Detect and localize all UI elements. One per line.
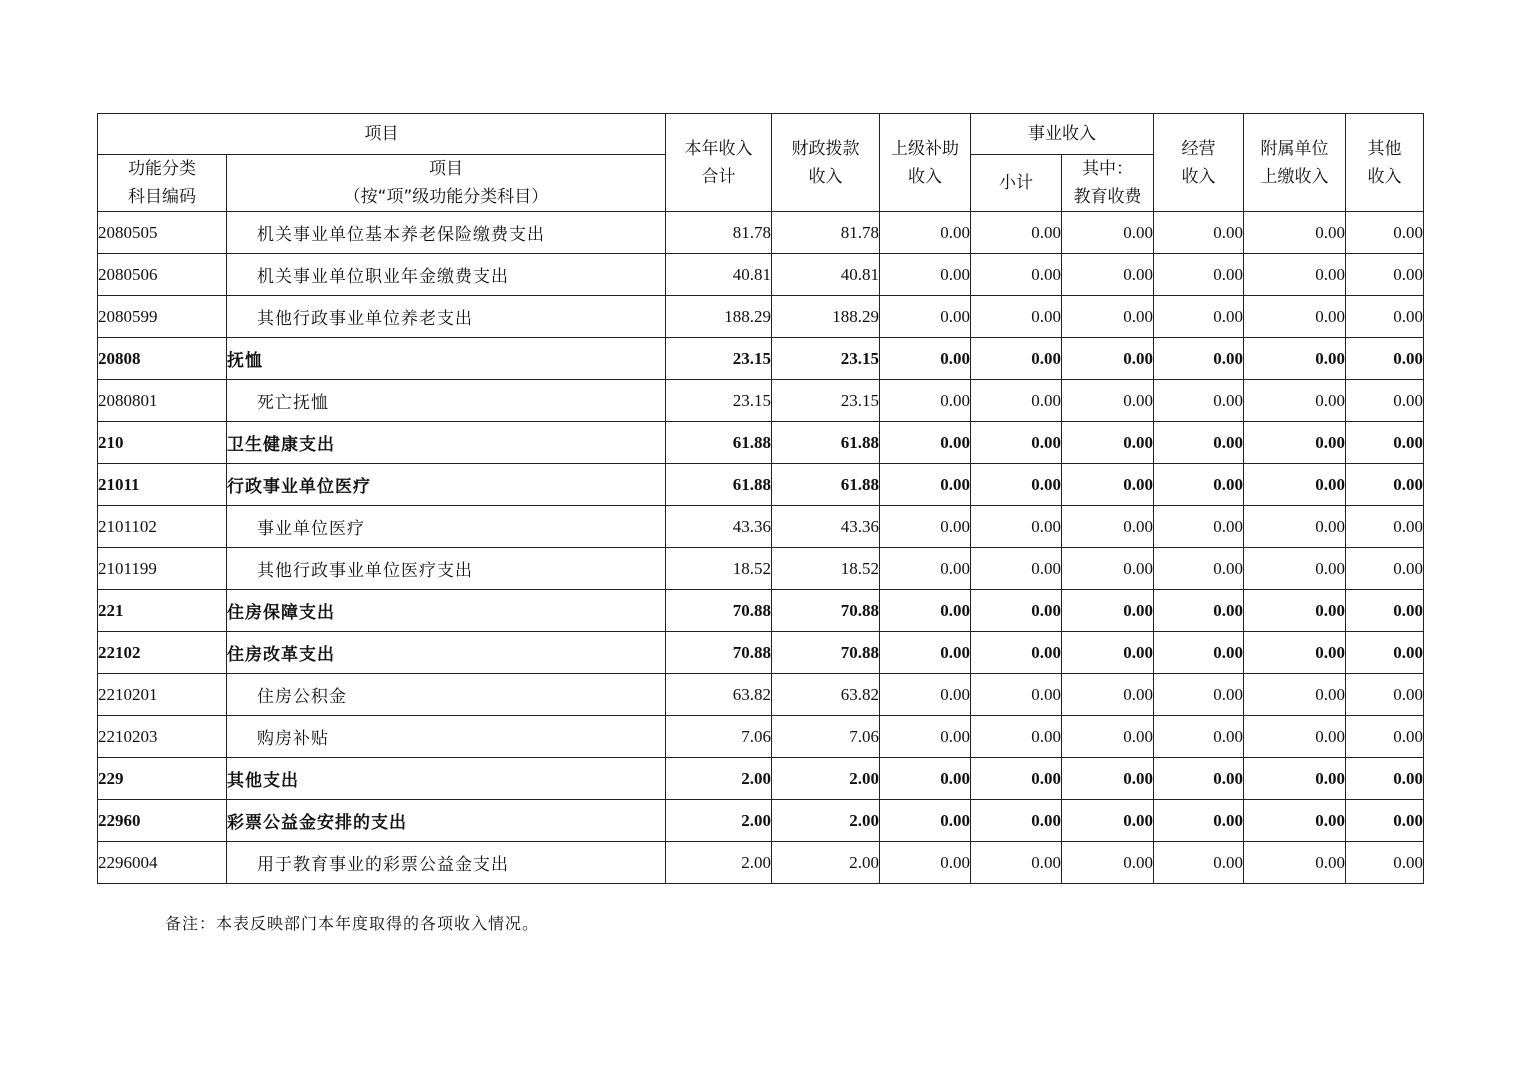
cell-business-subtotal: 0.00 xyxy=(971,296,1062,338)
cell-total-income: 61.88 xyxy=(666,464,772,506)
table-header xyxy=(98,114,1424,212)
cell-affiliated-income: 0.00 xyxy=(1244,380,1346,422)
cell-business-subtotal: 0.00 xyxy=(971,212,1062,254)
cell-other-income: 0.00 xyxy=(1346,590,1424,632)
cell-affiliated-income: 0.00 xyxy=(1244,506,1346,548)
table-body xyxy=(98,212,1424,884)
cell-business-subtotal: 0.00 xyxy=(971,338,1062,380)
cell-fiscal-appropriation: 2.00 xyxy=(772,842,880,884)
cell-business-subtotal: 0.00 xyxy=(971,758,1062,800)
cell-item-name: 事业单位医疗 xyxy=(227,506,666,548)
cell-operating-income: 0.00 xyxy=(1154,590,1244,632)
cell-fiscal-appropriation: 23.15 xyxy=(772,380,880,422)
cell-total-income: 18.52 xyxy=(666,548,772,590)
cell-other-income: 0.00 xyxy=(1346,338,1424,380)
cell-superior-subsidy: 0.00 xyxy=(880,380,971,422)
table-row xyxy=(98,464,1424,506)
cell-education-fees: 0.00 xyxy=(1062,590,1154,632)
cell-business-subtotal: 0.00 xyxy=(971,380,1062,422)
cell-education-fees: 0.00 xyxy=(1062,506,1154,548)
table-row xyxy=(98,800,1424,842)
cell-other-income: 0.00 xyxy=(1346,842,1424,884)
cell-education-fees: 0.00 xyxy=(1062,380,1154,422)
cell-subject-code: 2080801 xyxy=(98,380,227,422)
header-operating-income: 经营 收入 xyxy=(1154,114,1244,212)
cell-superior-subsidy: 0.00 xyxy=(880,800,971,842)
cell-business-subtotal: 0.00 xyxy=(971,590,1062,632)
cell-education-fees: 0.00 xyxy=(1062,842,1154,884)
cell-operating-income: 0.00 xyxy=(1154,296,1244,338)
cell-fiscal-appropriation: 70.88 xyxy=(772,590,880,632)
cell-subject-code: 20808 xyxy=(98,338,227,380)
cell-subject-code: 221 xyxy=(98,590,227,632)
table-row xyxy=(98,254,1424,296)
cell-total-income: 23.15 xyxy=(666,380,772,422)
cell-business-subtotal: 0.00 xyxy=(971,842,1062,884)
cell-education-fees: 0.00 xyxy=(1062,254,1154,296)
cell-item-name: 其他支出 xyxy=(227,758,666,800)
cell-business-subtotal: 0.00 xyxy=(971,548,1062,590)
cell-total-income: 40.81 xyxy=(666,254,772,296)
table-row xyxy=(98,548,1424,590)
cell-affiliated-income: 0.00 xyxy=(1244,842,1346,884)
cell-education-fees: 0.00 xyxy=(1062,338,1154,380)
cell-superior-subsidy: 0.00 xyxy=(880,674,971,716)
cell-affiliated-income: 0.00 xyxy=(1244,464,1346,506)
cell-superior-subsidy: 0.00 xyxy=(880,464,971,506)
cell-total-income: 2.00 xyxy=(666,758,772,800)
header-affiliated-income: 附属单位 上缴收入 xyxy=(1244,114,1346,212)
cell-item-name: 用于教育事业的彩票公益金支出 xyxy=(227,842,666,884)
cell-operating-income: 0.00 xyxy=(1154,800,1244,842)
cell-subject-code: 2080506 xyxy=(98,254,227,296)
cell-subject-code: 2080599 xyxy=(98,296,227,338)
cell-superior-subsidy: 0.00 xyxy=(880,632,971,674)
cell-business-subtotal: 0.00 xyxy=(971,506,1062,548)
cell-affiliated-income: 0.00 xyxy=(1244,254,1346,296)
cell-operating-income: 0.00 xyxy=(1154,842,1244,884)
cell-fiscal-appropriation: 188.29 xyxy=(772,296,880,338)
cell-total-income: 70.88 xyxy=(666,632,772,674)
table-row xyxy=(98,716,1424,758)
cell-affiliated-income: 0.00 xyxy=(1244,800,1346,842)
cell-subject-code: 2101102 xyxy=(98,506,227,548)
header-other-income: 其他 收入 xyxy=(1346,114,1424,212)
cell-subject-code: 229 xyxy=(98,758,227,800)
cell-affiliated-income: 0.00 xyxy=(1244,716,1346,758)
cell-affiliated-income: 0.00 xyxy=(1244,296,1346,338)
cell-fiscal-appropriation: 23.15 xyxy=(772,338,880,380)
cell-subject-code: 21011 xyxy=(98,464,227,506)
cell-item-name: 抚恤 xyxy=(227,338,666,380)
cell-business-subtotal: 0.00 xyxy=(971,674,1062,716)
cell-education-fees: 0.00 xyxy=(1062,716,1154,758)
cell-education-fees: 0.00 xyxy=(1062,758,1154,800)
cell-subject-code: 2296004 xyxy=(98,842,227,884)
income-table-sheet xyxy=(97,113,1423,884)
cell-total-income: 23.15 xyxy=(666,338,772,380)
cell-other-income: 0.00 xyxy=(1346,296,1424,338)
cell-fiscal-appropriation: 2.00 xyxy=(772,758,880,800)
cell-business-subtotal: 0.00 xyxy=(971,800,1062,842)
cell-other-income: 0.00 xyxy=(1346,212,1424,254)
cell-item-name: 住房公积金 xyxy=(227,674,666,716)
cell-affiliated-income: 0.00 xyxy=(1244,758,1346,800)
cell-operating-income: 0.00 xyxy=(1154,506,1244,548)
table-row xyxy=(98,590,1424,632)
cell-subject-code: 210 xyxy=(98,422,227,464)
table-row xyxy=(98,422,1424,464)
cell-operating-income: 0.00 xyxy=(1154,338,1244,380)
table-row xyxy=(98,632,1424,674)
cell-item-name: 购房补贴 xyxy=(227,716,666,758)
cell-total-income: 2.00 xyxy=(666,800,772,842)
cell-superior-subsidy: 0.00 xyxy=(880,296,971,338)
cell-other-income: 0.00 xyxy=(1346,464,1424,506)
cell-other-income: 0.00 xyxy=(1346,758,1424,800)
cell-operating-income: 0.00 xyxy=(1154,212,1244,254)
cell-other-income: 0.00 xyxy=(1346,632,1424,674)
cell-affiliated-income: 0.00 xyxy=(1244,632,1346,674)
cell-other-income: 0.00 xyxy=(1346,674,1424,716)
cell-fiscal-appropriation: 61.88 xyxy=(772,422,880,464)
cell-operating-income: 0.00 xyxy=(1154,464,1244,506)
cell-superior-subsidy: 0.00 xyxy=(880,506,971,548)
table-row xyxy=(98,842,1424,884)
table-row xyxy=(98,674,1424,716)
cell-operating-income: 0.00 xyxy=(1154,380,1244,422)
cell-superior-subsidy: 0.00 xyxy=(880,212,971,254)
table-row xyxy=(98,296,1424,338)
cell-superior-subsidy: 0.00 xyxy=(880,842,971,884)
cell-affiliated-income: 0.00 xyxy=(1244,674,1346,716)
header-item-name: 项目 （按“项”级功能分类科目） xyxy=(227,155,666,212)
income-budget-table xyxy=(97,113,1424,884)
cell-other-income: 0.00 xyxy=(1346,506,1424,548)
cell-business-subtotal: 0.00 xyxy=(971,716,1062,758)
table-row xyxy=(98,380,1424,422)
cell-business-subtotal: 0.00 xyxy=(971,632,1062,674)
header-item-group: 项目 xyxy=(98,114,666,155)
cell-item-name: 住房改革支出 xyxy=(227,632,666,674)
cell-superior-subsidy: 0.00 xyxy=(880,422,971,464)
cell-subject-code: 2080505 xyxy=(98,212,227,254)
cell-superior-subsidy: 0.00 xyxy=(880,716,971,758)
cell-operating-income: 0.00 xyxy=(1154,716,1244,758)
cell-fiscal-appropriation: 43.36 xyxy=(772,506,880,548)
cell-item-name: 其他行政事业单位养老支出 xyxy=(227,296,666,338)
cell-item-name: 机关事业单位职业年金缴费支出 xyxy=(227,254,666,296)
cell-total-income: 81.78 xyxy=(666,212,772,254)
cell-subject-code: 2210203 xyxy=(98,716,227,758)
cell-fiscal-appropriation: 7.06 xyxy=(772,716,880,758)
cell-superior-subsidy: 0.00 xyxy=(880,254,971,296)
cell-fiscal-appropriation: 70.88 xyxy=(772,632,880,674)
cell-item-name: 死亡抚恤 xyxy=(227,380,666,422)
cell-other-income: 0.00 xyxy=(1346,254,1424,296)
cell-item-name: 彩票公益金安排的支出 xyxy=(227,800,666,842)
cell-item-name: 其他行政事业单位医疗支出 xyxy=(227,548,666,590)
cell-fiscal-appropriation: 81.78 xyxy=(772,212,880,254)
cell-item-name: 行政事业单位医疗 xyxy=(227,464,666,506)
cell-other-income: 0.00 xyxy=(1346,380,1424,422)
cell-education-fees: 0.00 xyxy=(1062,548,1154,590)
header-education-fees: 其中： 教育收费 xyxy=(1062,155,1154,212)
cell-other-income: 0.00 xyxy=(1346,800,1424,842)
cell-education-fees: 0.00 xyxy=(1062,296,1154,338)
cell-other-income: 0.00 xyxy=(1346,422,1424,464)
table-note: 备注：本表反映部门本年度取得的各项收入情况。 xyxy=(165,914,540,933)
cell-fiscal-appropriation: 63.82 xyxy=(772,674,880,716)
cell-operating-income: 0.00 xyxy=(1154,422,1244,464)
cell-affiliated-income: 0.00 xyxy=(1244,212,1346,254)
cell-education-fees: 0.00 xyxy=(1062,632,1154,674)
cell-education-fees: 0.00 xyxy=(1062,422,1154,464)
cell-affiliated-income: 0.00 xyxy=(1244,590,1346,632)
cell-education-fees: 0.00 xyxy=(1062,212,1154,254)
cell-superior-subsidy: 0.00 xyxy=(880,590,971,632)
cell-subject-code: 22102 xyxy=(98,632,227,674)
cell-subject-code: 2210201 xyxy=(98,674,227,716)
cell-operating-income: 0.00 xyxy=(1154,254,1244,296)
table-row xyxy=(98,506,1424,548)
header-business-income-group: 事业收入 xyxy=(971,114,1154,155)
table-row xyxy=(98,758,1424,800)
cell-business-subtotal: 0.00 xyxy=(971,254,1062,296)
header-business-subtotal: 小计 xyxy=(971,155,1062,212)
cell-total-income: 63.82 xyxy=(666,674,772,716)
cell-other-income: 0.00 xyxy=(1346,548,1424,590)
cell-subject-code: 2101199 xyxy=(98,548,227,590)
cell-business-subtotal: 0.00 xyxy=(971,422,1062,464)
cell-fiscal-appropriation: 61.88 xyxy=(772,464,880,506)
cell-superior-subsidy: 0.00 xyxy=(880,338,971,380)
cell-total-income: 70.88 xyxy=(666,590,772,632)
table-row xyxy=(98,338,1424,380)
cell-operating-income: 0.00 xyxy=(1154,632,1244,674)
cell-affiliated-income: 0.00 xyxy=(1244,338,1346,380)
cell-total-income: 2.00 xyxy=(666,842,772,884)
header-total-income: 本年收入 合计 xyxy=(666,114,772,212)
cell-total-income: 7.06 xyxy=(666,716,772,758)
cell-item-name: 机关事业单位基本养老保险缴费支出 xyxy=(227,212,666,254)
cell-item-name: 住房保障支出 xyxy=(227,590,666,632)
cell-fiscal-appropriation: 40.81 xyxy=(772,254,880,296)
cell-superior-subsidy: 0.00 xyxy=(880,758,971,800)
header-row-top xyxy=(98,114,1424,155)
header-superior-subsidy: 上级补助 收入 xyxy=(880,114,971,212)
cell-superior-subsidy: 0.00 xyxy=(880,548,971,590)
cell-affiliated-income: 0.00 xyxy=(1244,548,1346,590)
cell-fiscal-appropriation: 2.00 xyxy=(772,800,880,842)
header-fiscal-appropriation: 财政拨款 收入 xyxy=(772,114,880,212)
cell-education-fees: 0.00 xyxy=(1062,464,1154,506)
cell-education-fees: 0.00 xyxy=(1062,800,1154,842)
cell-item-name: 卫生健康支出 xyxy=(227,422,666,464)
cell-business-subtotal: 0.00 xyxy=(971,464,1062,506)
cell-other-income: 0.00 xyxy=(1346,716,1424,758)
cell-total-income: 43.36 xyxy=(666,506,772,548)
cell-total-income: 188.29 xyxy=(666,296,772,338)
cell-education-fees: 0.00 xyxy=(1062,674,1154,716)
cell-affiliated-income: 0.00 xyxy=(1244,422,1346,464)
cell-total-income: 61.88 xyxy=(666,422,772,464)
cell-fiscal-appropriation: 18.52 xyxy=(772,548,880,590)
cell-operating-income: 0.00 xyxy=(1154,548,1244,590)
cell-operating-income: 0.00 xyxy=(1154,674,1244,716)
cell-operating-income: 0.00 xyxy=(1154,758,1244,800)
table-row xyxy=(98,212,1424,254)
cell-subject-code: 22960 xyxy=(98,800,227,842)
header-subject-code: 功能分类 科目编码 xyxy=(98,155,227,212)
